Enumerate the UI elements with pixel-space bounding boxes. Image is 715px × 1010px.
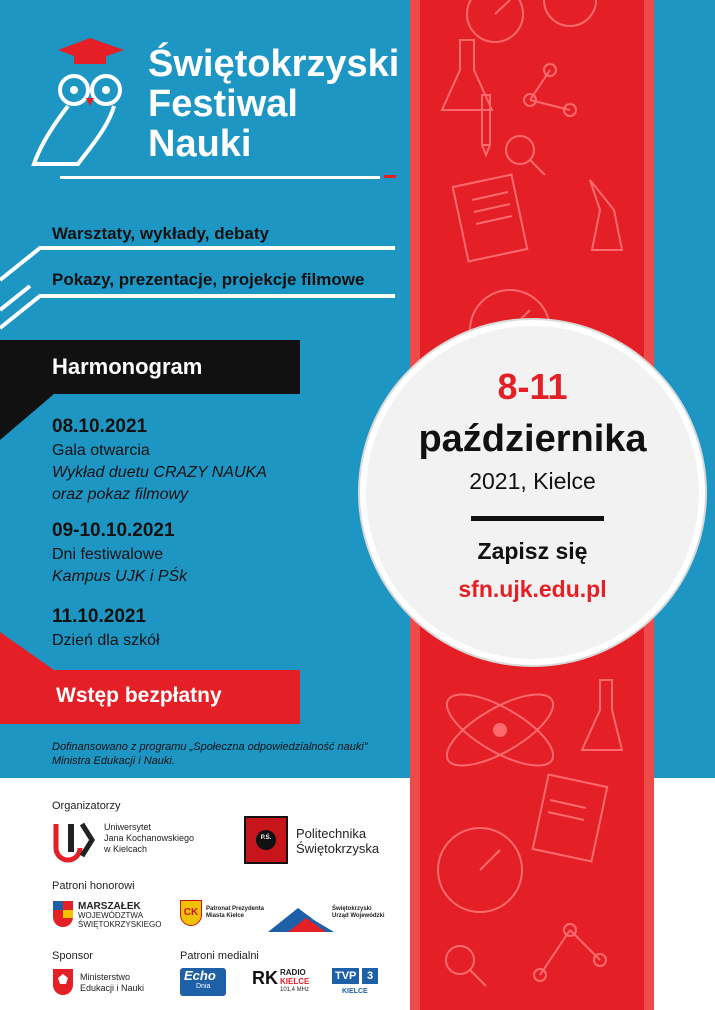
prezydent-name: [206, 906, 264, 920]
radio-name: [280, 968, 309, 995]
event-2-date: 09-10.10.2021: [52, 520, 175, 541]
ujk-line1: Uniwersytet: [104, 822, 152, 832]
event-2-line2: Kampus UJK i PŚk: [52, 568, 188, 585]
mountains-icon: [268, 904, 334, 934]
title-line-2: Festiwal: [148, 83, 298, 125]
ujk-name: [104, 822, 194, 855]
title-underline-accent: [384, 175, 396, 178]
owl-logo-icon: [28, 32, 138, 182]
tagline-2: Pokazy, prezentacje, projekcje filmowe: [52, 270, 365, 289]
radio-line1: RADIO: [280, 968, 306, 977]
marszalek-line2: WOJEWÓDZTWA: [78, 911, 144, 920]
kielce-crest-mark: CK: [183, 907, 199, 918]
psk-line1: Politechnika: [296, 826, 367, 841]
kielce-crest: [180, 900, 202, 926]
media-label: Patroni medialni: [180, 950, 259, 962]
ujk-logo-icon: [52, 820, 102, 864]
title-underline: [60, 176, 380, 179]
festival-year-place: 2021, Kielce: [469, 468, 596, 494]
festival-month: października: [418, 418, 647, 460]
event-1: [52, 414, 267, 506]
urzad-name: [332, 906, 385, 920]
psk-mark: P.Ś.: [260, 835, 272, 841]
marszalek-line1: MARSZAŁEK: [78, 901, 141, 912]
free-entry-label: Wstęp bezpłatny: [56, 684, 222, 707]
tvp-badge: TVP: [332, 968, 359, 984]
title-line-3: Nauki: [148, 123, 252, 165]
urzad-line2: Urząd Wojewódzki: [332, 913, 385, 919]
funding-line-2: Ministra Edukacji i Nauki.: [52, 755, 175, 767]
tagline-1: Warsztaty, wykłady, debaty: [52, 224, 269, 243]
event-2: [52, 518, 187, 588]
organizers-label: Organizatorzy: [52, 800, 121, 812]
marszalek-name: [78, 902, 161, 929]
tvp-region: KIELCE: [342, 988, 368, 995]
urzad-line1: Świętokrzyski: [332, 906, 372, 912]
ministerstwo-line1: Ministerstwo: [80, 972, 131, 982]
harmonogram-diagonal: [0, 340, 60, 440]
ujk-line2: Jana Kochanowskiego: [104, 833, 195, 843]
circle-divider: [471, 516, 604, 521]
event-3-date: 11.10.2021: [52, 606, 147, 627]
honorary-label: Patroni honorowi: [52, 880, 135, 892]
event-1-line3: oraz pokaz filmowy: [52, 486, 189, 503]
echo-badge: [180, 968, 226, 996]
radio-line2: KIELCE: [280, 977, 310, 986]
signup-label: Zapisz się: [477, 538, 588, 564]
signup-url-link[interactable]: sfn.ujk.edu.pl: [458, 576, 607, 602]
prezydent-line1: Patronat Prezydenta: [206, 906, 265, 912]
funding-note: [52, 740, 368, 768]
ujk-line3: w Kielcach: [104, 844, 148, 854]
title-line-1: Świętokrzyski: [148, 43, 400, 85]
funding-line-1: Dofinansowano z programu „Społeczna odpowiedzialność nauki”: [52, 741, 368, 753]
sponsor-label: Sponsor: [52, 950, 93, 962]
psk-line2: Świętokrzyska: [296, 841, 380, 856]
echo-title: Echo: [184, 968, 216, 983]
event-3-line1: Dzień dla szkół: [52, 632, 160, 649]
event-1-date: 08.10.2021: [52, 416, 148, 437]
marszalek-line3: ŚWIĘTOKRZYSKIEGO: [78, 920, 162, 929]
radio-line3: 101,4 MHz: [280, 987, 310, 993]
psk-emblem: [244, 816, 288, 864]
harmonogram-heading: Harmonogram: [52, 354, 203, 379]
tvp-number: 3: [362, 968, 378, 984]
festival-dates: 8-11: [497, 366, 568, 407]
event-1-line1: Gala otwarcia: [52, 442, 150, 459]
echo-sub: Dnia: [196, 983, 211, 990]
festival-title: [148, 44, 399, 164]
marszalek-shield-icon: [52, 900, 74, 928]
eagle-emblem-icon: [52, 968, 74, 996]
radio-mark: RK: [252, 968, 278, 988]
event-3: [52, 604, 160, 652]
event-1-line2: Wykład duetu CRAZY NAUKA: [52, 464, 267, 481]
ministerstwo-line2: Edukacji i Nauki: [80, 983, 145, 993]
psk-name: [296, 826, 379, 856]
ministerstwo-name: [80, 972, 144, 994]
prezydent-line2: Miasta Kielce: [206, 913, 245, 919]
event-2-line1: Dni festiwalowe: [52, 546, 164, 563]
